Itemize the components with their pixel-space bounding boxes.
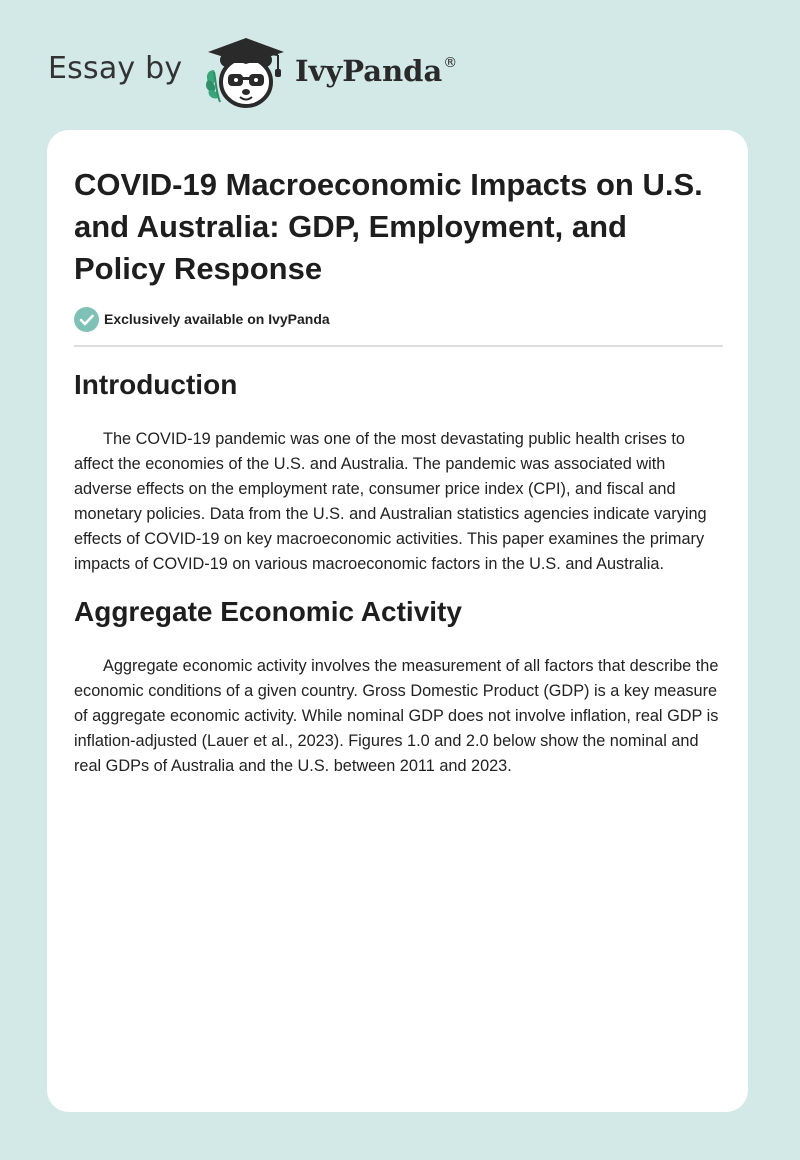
page-title: COVID-19 Macroeconomic Impacts on U.S. and Australia: GDP, Employment, and Policy Response [74,167,703,286]
section-heading-aggregate-economic-activity: Aggregate Economic Activity [74,596,462,627]
exclusive-badge [74,306,330,332]
panda-graduate-icon [202,36,288,112]
registered-mark: ® [443,55,458,71]
check-circle-icon [74,307,99,332]
section-body-introduction: The COVID-19 pandemic was one of the most devastating public health crises to affect the economies of the U.S. and Australia. The pandemic was associated with adverse effects on the employment rate, consumer price index (CPI), and fiscal and monetary policies. Data from the U.S. and Australian statistics agencies indicate varying effects of COVID-19 on key macroeconomic activities. This paper examines the primary impacts of COVID-19 on various macroeconomic factors in the U.S. and Australia. [74,430,707,573]
brand-name [295,54,457,88]
section-heading-introduction: Introduction [74,369,238,400]
site-brand[interactable] [48,36,508,112]
essay-card [47,130,748,1112]
exclusive-badge-text: Exclusively available on IvyPanda [104,311,330,327]
brand-prefix: Essay by [48,51,183,86]
title-divider [74,345,723,347]
brand-name-text: IvyPanda [295,54,443,88]
section-body-aggregate-economic-activity: Aggregate economic activity involves the measurement of all factors that describe the economic conditions of a given country. Gross Domestic Product (GDP) is a key measure of aggregate economic activity. While nominal GDP does not involve inflation, real GDP is inflation-adjusted (Lauer et al., 2023). Figures 1.0 and 2.0 below show the nominal and real GDPs of Australia and the U.S. between 2011 and 2023. [74,657,719,775]
